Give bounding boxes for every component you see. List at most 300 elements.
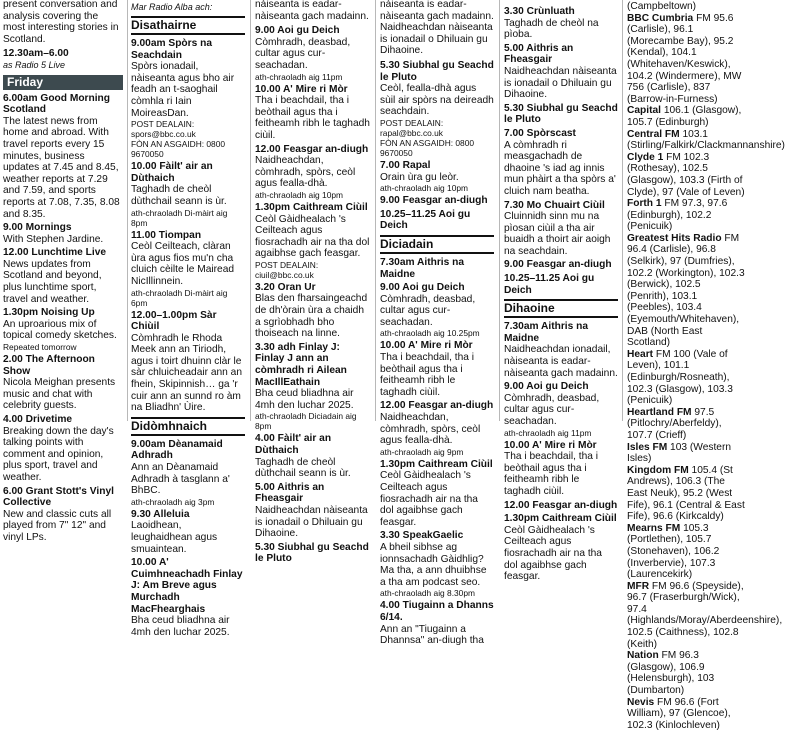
programme-name: A' Mire ri Mòr — [531, 439, 597, 451]
programme-entry — [380, 340, 494, 398]
programme-note: FÒN AN ASGAIDH: 0800 9670050 — [131, 139, 226, 160]
station-entry — [627, 1, 745, 13]
programme-entry — [504, 200, 618, 258]
programme-desc: Cluinnidh sinn mu na pìosan ciùil a tha air buaidh a thoirt air aoigh na seachdain. — [504, 211, 611, 257]
programme-time: 5.30 — [504, 102, 524, 114]
programme-name: Aoi gu Deich — [526, 381, 589, 393]
station-frequencies: 105.3 (Portlethen), 105.7 (Stonehaven), 106.2 (Inverbervie), 107.3 (Laurencekirk) — [627, 522, 720, 581]
programme-name: Aoi gu Deich — [380, 208, 471, 232]
programme-title — [255, 25, 370, 37]
programme-time: 3.30 — [504, 6, 524, 17]
programme-entry — [504, 6, 618, 41]
programme-entry — [131, 38, 245, 159]
programme-name: Aoi gu Deich — [277, 25, 340, 37]
lead-text: nàiseanta is eadar-nàiseanta gach madainn. Naidheachdan nàiseanta is ionadail o Dhiluain gu Dihaoine. — [380, 0, 494, 57]
programme-title — [131, 509, 245, 521]
column-radio-alba-3 — [380, 0, 494, 647]
programme-time: 9.00 — [504, 381, 524, 393]
station-name: Central FM — [627, 128, 680, 140]
programme-note: ath-chraoladh Diciadain aig 8pm — [255, 411, 357, 432]
programme-name: Crùnluath — [526, 6, 575, 17]
station-frequencies: FM 96.4 (Carlisle), 96.8 (Selkirk), 97 (Dumfries), 102.2 (Workington), 102.3 (Berwick), 102.5 (Penrith), 103.1 (Peebles), 103.4 (Eyemouth/Whitehaven), DAB (North East Scotland) — [627, 232, 745, 349]
programme-time: 11.00 — [131, 229, 156, 241]
programme-title — [504, 103, 618, 126]
programme-name: A' Cuimhneachadh Finlay J: Am Breve agus Murchadh MacFhearghais — [131, 557, 243, 615]
programme-desc: Naidheachdan nàiseanta is ionadail o Dhiluain gu Dihaoine. — [504, 65, 617, 101]
programme-name: Caithream Ciùil — [292, 201, 368, 213]
programme-time: 9.00 — [380, 195, 400, 207]
station-name: MFR — [627, 580, 650, 592]
programme-list — [504, 321, 618, 582]
programme-note: ath-chraoladh aig 10pm — [255, 189, 343, 200]
overnight-time: 12.30am–6.00 — [3, 48, 69, 60]
programme-time: 4.00 — [255, 433, 275, 445]
programme-entry — [255, 282, 370, 340]
programme-name: Aoi gu Deich — [504, 273, 595, 296]
station-entry — [627, 650, 745, 696]
programme-name: Lunchtime Live — [31, 247, 107, 259]
programme-time: 1.30pm — [3, 307, 39, 319]
programme-desc: Nicola Meighan presents music and chat with celebrity guests. — [3, 377, 116, 412]
programme-entry — [131, 509, 245, 555]
programme-title — [131, 310, 245, 333]
programme-entry — [255, 342, 370, 432]
programme-title — [131, 230, 245, 242]
programme-desc: Orain ùra gu leòr. — [380, 171, 459, 183]
programme-entry — [380, 600, 494, 646]
programme-time: 10.00 — [380, 340, 406, 352]
programme-note: ath-chraoladh aig 11pm — [504, 427, 592, 438]
station-name: BBC Cumbria — [627, 12, 694, 24]
lead-text: nàiseanta is eadar-nàiseanta gach madainn. — [255, 0, 369, 22]
programme-time: 12.00 — [504, 499, 530, 511]
programme-title — [255, 342, 370, 388]
programme-desc: News updates from Scotland and beyond, plus lunchtime sport, travel and weather. — [3, 258, 102, 305]
programme-entry — [504, 513, 618, 583]
programme-name: Spòrscast — [526, 127, 576, 139]
programme-time: 10.00 — [131, 557, 157, 569]
programme-title — [504, 43, 618, 66]
programme-desc: Laoidhean, leughaidhean agus smuaintean. — [131, 520, 218, 555]
programme-title — [3, 247, 123, 259]
programme-name: Spòrs na Seachdain — [131, 38, 212, 61]
programme-desc: Naidheachdan nàiseanta is ionadail o Dhiluain gu Dihaoine. — [255, 504, 368, 540]
programme-title — [255, 433, 370, 456]
programme-time: 9.00am — [131, 38, 166, 49]
programme-entry — [131, 557, 245, 638]
programme-title — [380, 209, 494, 232]
programme-time: 7.30am — [380, 256, 415, 268]
programme-entry — [504, 259, 618, 271]
column-local-stations — [627, 0, 785, 731]
programme-name: Aithris na Maidne — [380, 256, 464, 280]
programme-entry — [3, 486, 123, 544]
programme-title — [380, 282, 494, 294]
programme-note: Repeated tomorrow — [3, 342, 77, 353]
programme-desc: Ceòl Ceilteach, clàran ùra agus fios mu'n cha cluich cèilte le Mairead NicIllinnein. — [131, 241, 235, 287]
station-name: Kingdom FM — [627, 464, 689, 476]
programme-entry — [3, 414, 123, 484]
programme-time: 9.00 — [255, 25, 275, 37]
programme-title — [255, 84, 370, 96]
programme-name: Rapal — [402, 159, 431, 171]
station-name: Nevis — [627, 696, 655, 708]
programme-name: Grant Stott's Vinyl Collective — [3, 485, 114, 509]
programme-note: ath-chraoladh aig 9pm — [380, 446, 464, 457]
programme-title — [504, 513, 618, 525]
station-frequencies: FM 95.6 (Carlisle), 96.1 (Morecambe Bay), 95.2 (Kendal), 104.1 (Whitehaven/Keswick), 104.2 (Windermere), MW 756 (Carlisle), 837 (Barrow-in-Furness) — [627, 12, 742, 105]
station-frequencies: 106.1 (Glasgow), 105.7 (Edinburgh) — [627, 105, 742, 128]
station-name: Greatest Hits Radio — [627, 232, 722, 244]
station-entry — [627, 233, 745, 349]
programme-title — [380, 459, 494, 471]
station-frequencies: FM 100 (Vale of Leven), 101.1 (Edinburgh/Rosneath), 102.3 (Glasgow), 103.3 (Penicuik) — [627, 348, 733, 407]
programme-title — [3, 414, 123, 426]
programme-title — [504, 381, 618, 393]
programme-time: 10.25–11.25 — [504, 273, 561, 285]
programme-title — [255, 282, 370, 294]
programme-title — [255, 144, 370, 156]
station-entry — [627, 465, 745, 523]
programme-desc: Tha i beachdail, tha i beòthail agus tha i feitheamh ribh le taghadh ciùil. — [504, 451, 599, 497]
programme-title — [504, 500, 618, 512]
programme-entry — [380, 160, 494, 193]
station-frequencies: FM 102.3 (Rothesay), 102.5 (Glasgow), 103.3 (Firth of Clyde), 97 (Vale of Leven) — [627, 151, 745, 198]
programme-title — [255, 482, 370, 505]
programme-desc: Ceòl, fealla-dhà agus sùil air spòrs na deireadh seachdain. — [380, 83, 494, 118]
programme-entry — [255, 482, 370, 540]
programme-name: Siubhal gu Seachd le Pluto — [504, 102, 618, 126]
station-entry — [627, 442, 745, 465]
station-entry — [627, 13, 745, 106]
programme-note: ath-chraoladh aig 3pm — [131, 496, 215, 507]
programme-desc: Ceòl Gàidhealach 's Ceilteach agus fiosrachadh air na tha dol agaibhse gach feasgar. — [255, 213, 370, 260]
station-entry — [627, 523, 745, 581]
programme-name: Feasgar an-diugh — [283, 143, 369, 155]
station-entry — [627, 128, 785, 152]
programme-desc: A còmhradh ri measgachadh de dhaoine 's iad ag innis mun phàirt a tha spòrs a' cluich nam beatha. — [504, 139, 616, 197]
programme-title — [504, 6, 618, 18]
station-name: Clyde 1 — [627, 151, 664, 163]
programme-title — [131, 557, 245, 615]
programme-entry — [504, 500, 618, 512]
station-entry — [627, 349, 745, 407]
programme-desc: Naidheachdan ionadail, nàiseanta is eadar-nàiseanta gach madainn. — [504, 344, 618, 379]
programme-time: 7.00 — [380, 159, 400, 171]
programme-entry — [504, 273, 618, 296]
programme-time: 12.00 — [255, 143, 281, 155]
programme-name: The Afternoon Show — [3, 354, 95, 377]
station-entry — [627, 407, 745, 442]
overnight-slot — [3, 48, 123, 71]
programme-title — [380, 60, 494, 83]
programme-title — [380, 340, 494, 352]
programme-time: 4.00 — [3, 414, 23, 425]
programme-name: Feasgar an-diugh — [532, 499, 618, 511]
programme-list — [3, 93, 123, 544]
programme-entry — [3, 354, 123, 412]
programme-note: POST DEALAIN: ciuil@bbc.co.uk — [255, 259, 319, 280]
station-frequencies: FM 96.6 (Fort William), 97 (Glencoe), 102.3 (Kinlochleven) — [627, 696, 731, 731]
programme-desc: Ceòl Gàidhealach 's Ceilteach agus fiosrachadh air na tha dol agaibhse gach feasgar. — [380, 470, 478, 528]
programme-entry — [3, 93, 123, 221]
station-name: Nation — [627, 650, 659, 662]
programme-time: 1.30pm — [380, 458, 416, 470]
programme-entry — [380, 209, 494, 232]
programme-note: ath-chraoladh aig 10pm — [380, 183, 468, 194]
programme-name: Siubhal gu Seachd le Pluto — [380, 59, 494, 83]
day-header-friday: Friday — [3, 75, 123, 90]
programme-desc: Naidheachdan, còmhradh, spòrs, ceòl agus fealla-dhà. — [380, 412, 481, 447]
programme-title — [504, 273, 618, 296]
programme-title — [255, 202, 370, 214]
programme-entry — [131, 230, 245, 308]
programme-list — [131, 38, 245, 414]
programme-title — [504, 440, 618, 452]
station-frequencies: (Campbeltown) — [627, 1, 697, 12]
programme-entry — [504, 440, 618, 498]
programme-entry — [380, 60, 494, 158]
programme-note: ath-chraoladh aig 11pm — [255, 71, 343, 82]
column-radio-alba-1 — [131, 0, 245, 638]
programme-note: POST DEALAIN: rapal@bbc.co.uk — [380, 117, 444, 138]
programme-title — [504, 321, 618, 344]
programme-name: Feasgar an-diugh — [408, 400, 494, 412]
station-frequencies: 97.5 (Pitlochry/Aberfeldy), 107.7 (Crieff) — [627, 406, 722, 441]
programme-title — [3, 222, 123, 234]
programme-title — [504, 128, 618, 140]
programme-name: Noising Up — [40, 307, 95, 319]
programme-time: 9.00am — [131, 438, 166, 450]
station-header: Mar Radio Alba ach: — [131, 2, 213, 12]
programme-desc: Còmhradh, deasbad, cultar agus cur-seachadan. — [504, 392, 600, 427]
programme-entry — [131, 310, 245, 414]
programme-note: ath-chraoladh Di-màirt aig 8pm — [131, 207, 228, 228]
programme-desc: Ann an Dèanamaid Adhradh à tasglann a' BhBC. — [131, 462, 230, 497]
station-entry — [627, 580, 783, 651]
programme-time: 5.00 — [504, 42, 524, 54]
programme-time: 3.20 — [255, 281, 275, 293]
programme-time: 10.00 — [131, 161, 157, 173]
programme-entry — [255, 144, 370, 200]
programme-title — [3, 93, 123, 116]
programme-desc: Ann an "Tiugainn a Dhannsa" an-diugh tha — [380, 623, 484, 647]
programme-time: 4.00 — [380, 600, 400, 612]
programme-desc: Naidheachdan, còmhradh, spòrs, ceòl agus fealla-dhà. — [255, 155, 356, 190]
programme-desc: A bheil sibhse ag ionnsachadh Gàidhlig? Ma tha, a ann dhuibhse a tha am podcast seo. — [380, 541, 487, 588]
programme-time: 9.00 — [3, 222, 23, 234]
programme-entry — [504, 103, 618, 126]
programme-title — [3, 307, 123, 319]
programme-name: Caithream Ciùil — [417, 458, 493, 470]
programme-list — [504, 6, 618, 296]
programme-list — [380, 60, 494, 232]
programme-entry — [131, 161, 245, 227]
programme-time: 9.00 — [504, 259, 524, 271]
day-header-dihaoine: Dihaoine — [504, 299, 618, 318]
programme-time: 6.00 — [3, 485, 23, 497]
programme-time: 9.00 — [380, 282, 400, 294]
programme-time: 1.30pm — [255, 201, 291, 213]
programme-entry — [3, 222, 123, 245]
programme-name: Mo Chuairt Ciùil — [526, 199, 605, 211]
programme-name: A' Mire ri Mòr — [282, 83, 348, 95]
programme-name: Oran Ur — [277, 281, 316, 293]
programme-entry — [380, 282, 494, 338]
station-list — [627, 1, 785, 731]
programme-title — [380, 600, 494, 623]
programme-desc: Taghadh de cheòl na pìoba. — [504, 17, 599, 41]
station-frequencies: 103.1 (Stirling/Falkirk/Clackmannanshire) — [627, 128, 785, 152]
programme-name: Tiugainn a Dhanns 6/14. — [380, 600, 494, 623]
programme-note: POST DEALAIN: spors@bbc.co.uk — [131, 119, 196, 140]
programme-desc: Tha i beachdail, tha i beòthail agus tha i feitheamh ribh le taghadh ciùil. — [255, 95, 370, 141]
programme-name: Fàilt' air an Dùthaich — [255, 433, 332, 456]
programme-desc: With Stephen Jardine. — [3, 233, 104, 245]
programme-time: 1.30pm — [504, 513, 540, 525]
programme-name: Mornings — [25, 222, 72, 234]
overnight-note: as Radio 5 Live — [3, 59, 66, 70]
programme-title — [3, 354, 123, 377]
station-name: Forth 1 — [627, 198, 662, 210]
programme-name: Caithream Ciùil — [541, 513, 617, 525]
programme-desc: Blas den fharsaingeachd de dh'òrain ùra a chaidh a sgrìobhadh bho thoiseach na linne. — [255, 293, 368, 340]
programme-time: 5.00 — [255, 481, 275, 493]
programme-name: SpeakGaelic — [402, 530, 464, 542]
station-frequencies: 105.4 (St Andrews), 106.3 (The East Neuk), 95.2 (West Fife), 96.1 (Central & East Fife), 96.6 (Kirkcaldy) — [627, 464, 745, 523]
programme-name: Aithris an Fheasgair — [255, 481, 325, 505]
station-name: Mearns FM — [627, 522, 681, 534]
programme-entry — [255, 25, 370, 81]
programme-entry — [504, 43, 618, 101]
programme-name: Drivetime — [25, 414, 73, 425]
station-entry — [627, 198, 745, 233]
programme-name: Aithris na Maidne — [504, 321, 588, 344]
programme-entry — [380, 459, 494, 529]
programme-time: 6.00am — [3, 92, 38, 104]
programme-time: 9.30 — [131, 508, 151, 520]
programme-name: Tiompan — [158, 229, 202, 241]
programme-entry — [380, 257, 494, 280]
programme-time: 7.30am — [504, 321, 539, 333]
programme-name: Good Morning Scotland — [3, 92, 111, 116]
programme-time: 3.30 — [380, 530, 400, 542]
programme-entry — [131, 439, 245, 507]
programme-name: Aoi gu Deich — [402, 282, 465, 294]
programme-title — [255, 542, 370, 565]
station-name: Isles FM — [627, 441, 668, 453]
programme-time: 7.30 — [504, 199, 524, 211]
day-header-disathairne: Disathairne — [131, 16, 245, 35]
programme-time: 5.30 — [380, 59, 400, 71]
programme-name: Aithris an Fheasgair — [504, 42, 574, 66]
station-frequencies: FM 96.3 (Glasgow), 106.9 (Helensburgh), 103 (Dumbarton) — [627, 650, 715, 697]
programme-entry — [255, 433, 370, 479]
programme-title — [380, 257, 494, 280]
station-entry — [627, 152, 745, 198]
programme-desc: Bha ceud bliadhna air 4mh den luchar 2025. — [255, 388, 354, 411]
programme-time: 7.00 — [504, 127, 524, 139]
programme-title — [3, 486, 123, 509]
column-radio-alba-2 — [255, 0, 370, 565]
programme-desc: Taghadh de cheòl dùthchail seann is ùr. — [131, 184, 227, 207]
programme-note: FÒN AN ASGAIDH: 0800 9670050 — [380, 137, 475, 158]
programme-entry — [504, 128, 618, 198]
programme-name: Feasgar an-diugh — [402, 195, 488, 207]
programme-time: 10.00 — [255, 83, 281, 95]
programme-note: ath-chraoladh Di-màirt aig 6pm — [131, 287, 228, 308]
programme-name: A' Mire ri Mòr — [407, 340, 473, 352]
day-header-didomhnaich: Didòmhnaich — [131, 417, 245, 436]
programme-list — [255, 25, 370, 565]
programme-desc: Breaking down the day's talking points with comment and opinion, plus sport, travel and weather. — [3, 425, 114, 483]
programme-note: ath-chraoladh aig 10.25pm — [380, 328, 480, 339]
programme-time: 10.25–11.25 — [380, 208, 437, 220]
programme-title — [380, 530, 494, 542]
programme-desc: Tha i beachdail, tha i beòthail agus tha i feitheamh ribh le taghadh ciùil. — [380, 352, 475, 398]
programme-time: 10.00 — [504, 439, 530, 451]
station-entry — [627, 697, 745, 731]
programme-desc: Bha ceud bliadhna air 4mh den luchar 2025. — [131, 615, 230, 638]
station-name: Capital — [627, 105, 661, 117]
station-frequencies: 103 (Western Isles) — [627, 441, 732, 465]
programme-name: Fàilt' air an Dùthaich — [131, 161, 213, 184]
column-radio-alba-4 — [504, 0, 618, 583]
programme-time: 12.00 — [380, 400, 406, 412]
programme-entry — [504, 381, 618, 437]
programme-desc: Ceòl Gàidhealach 's Ceilteach agus fiosrachadh air na tha dol agaibhse gach feasgar. — [504, 524, 602, 583]
column-radio-scotland — [3, 0, 123, 543]
programme-title — [131, 439, 245, 462]
programme-desc: Còmhradh le Rhoda Meek ann an Tiriodh, agus i toirt dhuinn clàr le sàr chluicheadair ann an fhein, Skipinnish… ga 'r cuir ann an sunnd ro àm na Bliadhn' Ùire. — [131, 332, 243, 414]
programme-time: 12.00 — [3, 247, 29, 259]
programme-time: 12.00–1.00pm — [131, 309, 198, 321]
programme-desc: Còmhradh, deasbad, cultar agus cur-seachadan. — [255, 36, 351, 71]
programme-entry — [255, 84, 370, 142]
station-name: Heartland FM — [627, 406, 692, 418]
programme-entry — [380, 530, 494, 598]
station-entry — [627, 105, 745, 128]
programme-desc: Còmhradh, deasbad, cultar agus cur-seachadan. — [380, 293, 476, 328]
programme-title — [380, 195, 494, 207]
programme-name: Siubhal gu Seachd le Pluto — [255, 541, 369, 565]
programme-name: adh Finlay J: Finlay J ann an còmhradh ri Ailean MacIllEathain — [255, 341, 347, 388]
intro-text: present conversation and analysis covering the most interesting stories in Scotland. — [3, 0, 119, 45]
programme-entry — [380, 400, 494, 456]
programme-entry — [504, 321, 618, 379]
programme-name: Feasgar an-diugh — [526, 259, 612, 271]
programme-time: 2.00 — [3, 354, 23, 366]
programme-title — [380, 160, 494, 172]
programme-entry — [255, 202, 370, 280]
programme-time: 3.30 — [255, 341, 275, 353]
programme-note: ath-chraoladh aig 8.30pm — [380, 588, 475, 599]
station-frequencies: FM 97.3, 97.6 (Edinburgh), 102.2 (Penicuik) — [627, 198, 728, 233]
programme-title — [504, 259, 618, 271]
programme-entry — [380, 195, 494, 207]
programme-desc: An uproarious mix of topical comedy sketches. — [3, 318, 117, 342]
programme-time: 5.30 — [255, 541, 275, 553]
station-frequencies: FM 96.6 (Speyside), 96.7 (Fraserburgh/Wick), 97.4 (Highlands/Moray/Aberdeenshire), 102.5 (Caithness), 102.8 (Keith) — [627, 580, 783, 650]
programme-desc: Spòrs ionadail, nàiseanta agus bho air feadh an t-saoghail còmhla ri Iain MoireasDan. — [131, 61, 235, 119]
programme-name: Sàr Chiùil — [131, 309, 217, 333]
programme-list — [131, 439, 245, 639]
station-name: Heart — [627, 348, 654, 360]
programme-desc: The latest news from home and abroad. With travel reports every 15 minutes, business updates at 7.45 and 8.45, weather reports at 7.29 and 7.59, and sports reports at 7.08, 7.35, 8.08 and 8.35. — [3, 115, 120, 220]
programme-list — [380, 257, 494, 647]
programme-entry — [3, 307, 123, 352]
programme-entry — [3, 247, 123, 305]
